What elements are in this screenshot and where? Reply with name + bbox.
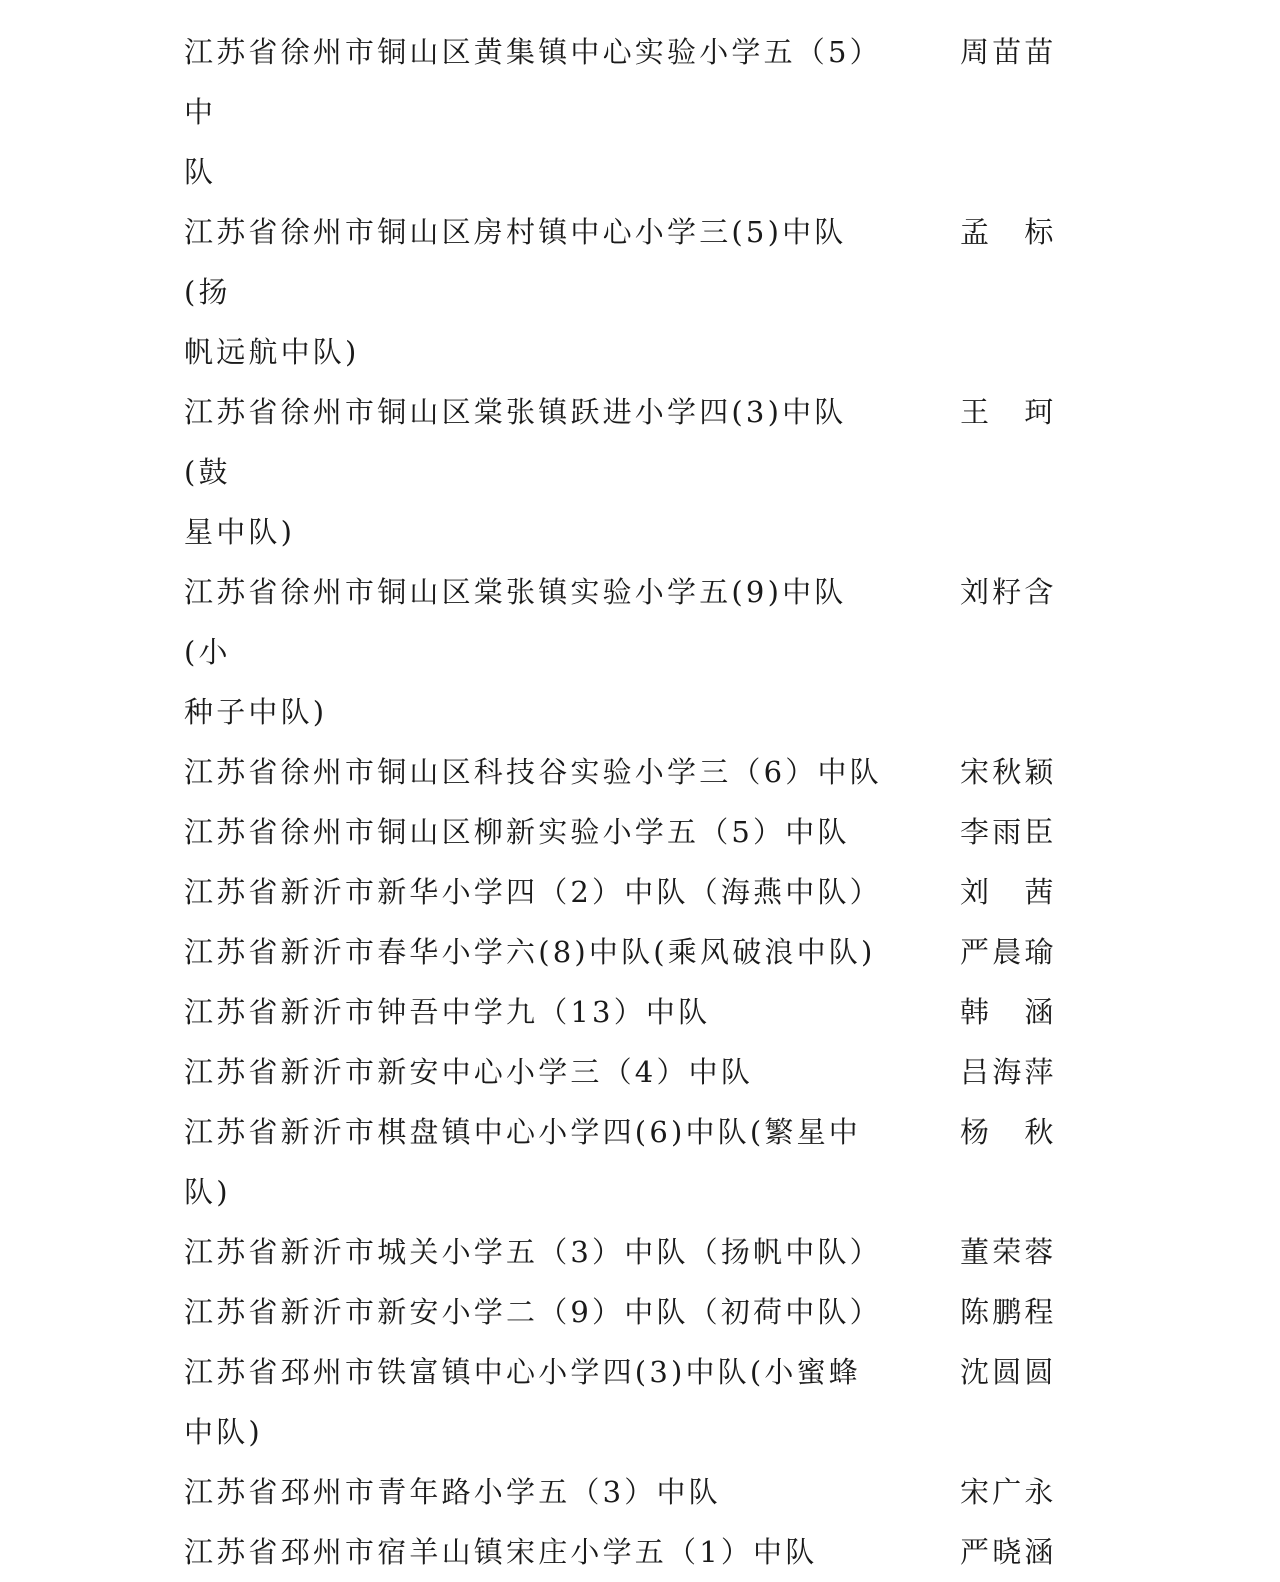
person-name: 宋秋颖 <box>960 755 1057 789</box>
unit-name: 江苏省徐州市铜山区棠张镇实验小学五(9)中队(小 种子中队) <box>184 575 847 729</box>
list-item <box>0 802 1280 862</box>
list-item <box>0 1462 1280 1522</box>
list-item <box>0 742 1280 802</box>
person-name: 沈圆圆 <box>960 1355 1057 1389</box>
list-item <box>0 1522 1280 1582</box>
unit-name: 江苏省徐州市铜山区科技谷实验小学三（6）中队 <box>184 755 882 789</box>
unit-name: 江苏省徐州市铜山区柳新实验小学五（5）中队 <box>184 815 850 849</box>
unit-name: 江苏省徐州市铜山区黄集镇中心实验小学五（5）中 队 <box>184 35 882 189</box>
list-item <box>0 22 1280 202</box>
list-item <box>0 1102 1280 1222</box>
list-item <box>0 562 1280 742</box>
unit-name: 江苏省新沂市新华小学四（2）中队（海燕中队） <box>184 875 882 909</box>
person-name: 宋广永 <box>960 1475 1057 1509</box>
person-name: 刘籽含 <box>960 575 1057 609</box>
person-name: 严晨瑜 <box>960 935 1057 969</box>
person-name: 李雨臣 <box>960 815 1057 849</box>
person-name: 王 珂 <box>960 395 1057 429</box>
list-item <box>0 202 1280 382</box>
unit-name: 江苏省徐州市铜山区棠张镇跃进小学四(3)中队(鼓 星中队) <box>184 395 847 549</box>
unit-name: 江苏省新沂市春华小学六(8)中队(乘风破浪中队) <box>184 935 876 969</box>
list-item <box>0 862 1280 922</box>
unit-name: 江苏省新沂市新安中心小学三（4）中队 <box>184 1055 754 1089</box>
person-name: 吕海萍 <box>960 1055 1057 1089</box>
unit-name: 江苏省邳州市青年路小学五（3）中队 <box>184 1475 721 1509</box>
person-name: 董荣蓉 <box>960 1235 1057 1269</box>
list-item <box>0 1222 1280 1282</box>
list-item <box>0 922 1280 982</box>
list-item <box>0 1042 1280 1102</box>
person-name: 陈鹏程 <box>960 1295 1057 1329</box>
person-name: 严晓涵 <box>960 1535 1057 1569</box>
list-item <box>0 982 1280 1042</box>
person-name: 周苗苗 <box>960 35 1057 69</box>
honor-list <box>0 22 1280 1582</box>
unit-name: 江苏省新沂市钟吾中学九（13）中队 <box>184 995 711 1029</box>
list-item <box>0 382 1280 562</box>
unit-name: 江苏省徐州市铜山区房村镇中心小学三(5)中队(扬 帆远航中队) <box>184 215 847 369</box>
list-item <box>0 1342 1280 1462</box>
person-name: 刘 茜 <box>960 875 1057 909</box>
unit-name: 江苏省邳州市铁富镇中心小学四(3)中队(小蜜蜂 中队) <box>184 1355 861 1449</box>
unit-name: 江苏省新沂市城关小学五（3）中队（扬帆中队） <box>184 1235 882 1269</box>
unit-name: 江苏省新沂市棋盘镇中心小学四(6)中队(繁星中 队) <box>184 1115 861 1209</box>
person-name: 韩 涵 <box>960 995 1057 1029</box>
list-item <box>0 1282 1280 1342</box>
person-name: 杨 秋 <box>960 1115 1057 1149</box>
unit-name: 江苏省新沂市新安小学二（9）中队（初荷中队） <box>184 1295 882 1329</box>
unit-name: 江苏省邳州市宿羊山镇宋庄小学五（1）中队 <box>184 1535 818 1569</box>
person-name: 孟 标 <box>960 215 1057 249</box>
